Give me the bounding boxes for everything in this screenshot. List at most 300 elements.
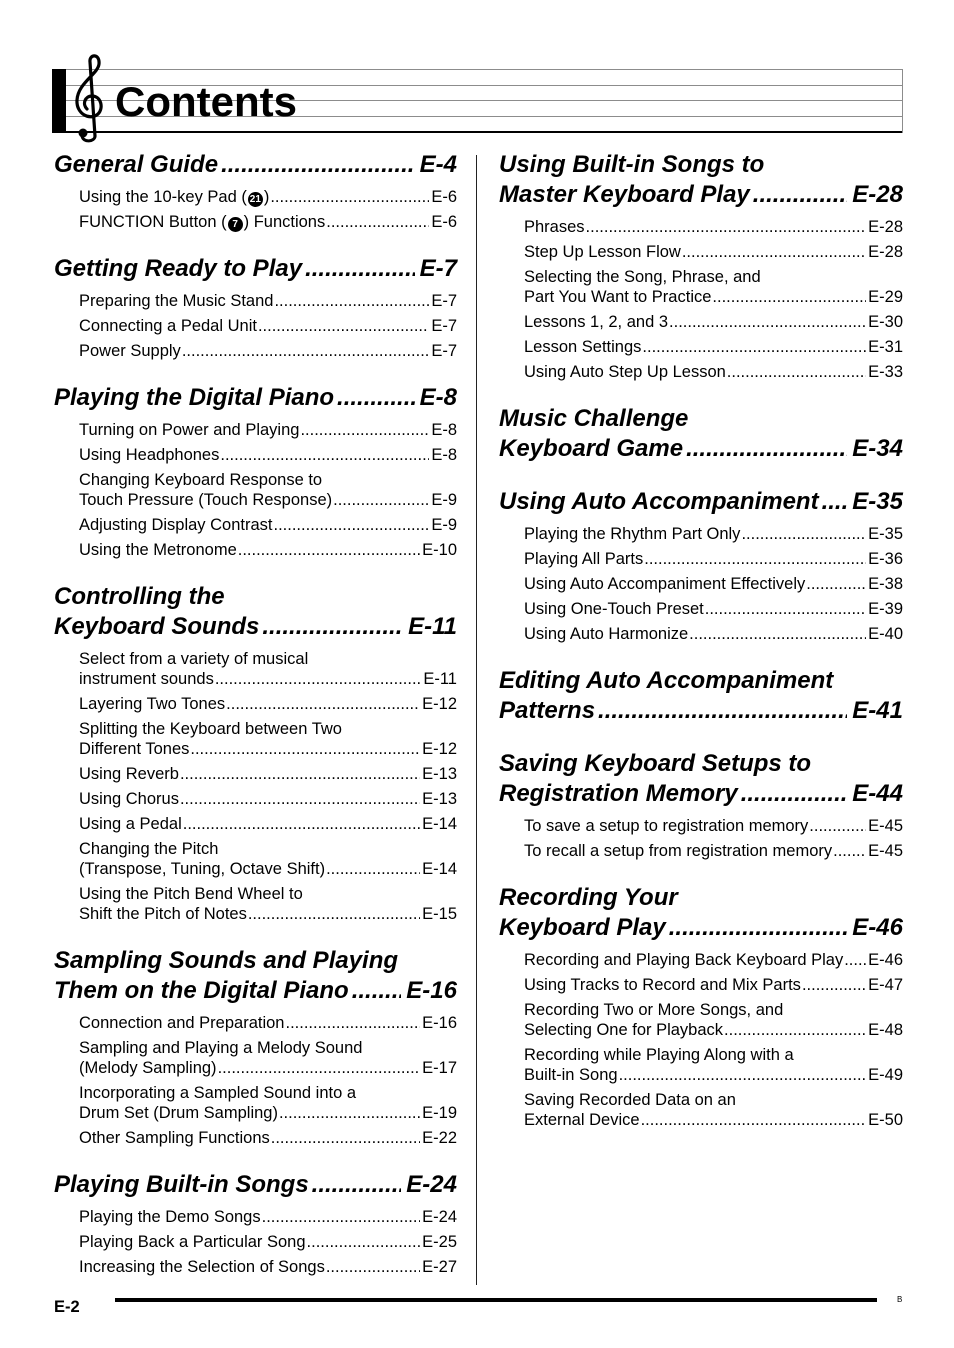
- dot-leader: [179, 789, 420, 809]
- heading-line: [499, 150, 903, 180]
- dot-leader: [801, 975, 866, 995]
- heading-line: [499, 749, 903, 779]
- dot-leader: [309, 1170, 402, 1200]
- toc-entry: [54, 1207, 457, 1227]
- entry-page-number: E-33: [868, 363, 903, 381]
- dot-leader: [349, 976, 402, 1006]
- button-number-badge: 7: [228, 217, 243, 232]
- entry-line: [79, 1013, 457, 1033]
- entry-text: Using the Pitch Bend Wheel to: [79, 885, 303, 903]
- entry-line: [79, 719, 457, 739]
- dot-leader: [181, 341, 430, 361]
- entry-page-number: E-12: [422, 695, 457, 713]
- entry-title: [524, 1090, 736, 1110]
- entry-page-number: E-29: [868, 288, 903, 306]
- dot-leader: [325, 1257, 420, 1277]
- entry-text: Recording Two or More Songs, and: [524, 1001, 784, 1019]
- toc-entry: [54, 1038, 457, 1078]
- heading-line: [54, 612, 457, 642]
- heading-page-number: E-7: [419, 255, 457, 282]
- entry-text: Select from a variety of musical: [79, 650, 309, 668]
- toc-section: [54, 383, 457, 565]
- entry-line: [79, 884, 457, 904]
- section-heading: [54, 254, 457, 284]
- entry-page-number: E-39: [868, 600, 903, 618]
- dot-leader: [325, 859, 420, 879]
- entry-page-number: E-11: [423, 670, 457, 688]
- entry-page-number: E-38: [868, 575, 903, 593]
- heading-line: [54, 582, 457, 612]
- toc-entry: [499, 624, 903, 644]
- entry-line: [79, 764, 457, 784]
- toc-section: [54, 1170, 457, 1282]
- section-heading: [54, 383, 457, 413]
- dot-leader: [247, 904, 420, 924]
- toc-entry: [54, 694, 457, 714]
- entry-line: [524, 524, 903, 544]
- entry-page-number: E-14: [422, 860, 457, 878]
- entry-page-number: E-8: [431, 446, 457, 464]
- toc-entry: [499, 599, 903, 619]
- entry-page-number: E-19: [422, 1104, 457, 1122]
- toc-entry: [54, 839, 457, 879]
- toc-entry: [54, 1083, 457, 1123]
- toc-entry: [54, 1013, 457, 1033]
- dot-leader: [306, 1232, 421, 1252]
- entry-title: [79, 764, 179, 784]
- entry-text: Using Auto Step Up Lesson: [524, 363, 726, 381]
- entry-text: To save a setup to registration memory: [524, 817, 809, 835]
- dot-leader: [278, 1103, 420, 1123]
- entry-text: Different Tones: [79, 740, 190, 758]
- entry-page-number: E-13: [422, 790, 457, 808]
- toc-entry: [499, 362, 903, 382]
- entry-title: [79, 291, 273, 311]
- toc-entry: [54, 540, 457, 560]
- toc-entry: [499, 975, 903, 995]
- heading-page-number: E-35: [852, 488, 903, 515]
- entry-line: [79, 839, 457, 859]
- entry-line: [79, 291, 457, 311]
- entry-title: [79, 1232, 306, 1252]
- section-heading: [54, 150, 457, 180]
- heading-page-number: E-16: [406, 977, 457, 1004]
- entry-text: Using the 10-key Pad (: [79, 188, 247, 206]
- dot-leader: [808, 816, 866, 836]
- entry-line: [79, 540, 457, 560]
- entry-text: Lesson Settings: [524, 338, 642, 356]
- dot-leader: [704, 599, 866, 619]
- entry-line: [524, 549, 903, 569]
- entry-title: [79, 212, 325, 232]
- toc-section: [499, 883, 903, 1135]
- entry-text: FUNCTION Button (: [79, 213, 227, 231]
- page-title: Contents: [115, 78, 297, 125]
- entry-line: [79, 859, 457, 879]
- dot-leader: [325, 212, 429, 232]
- dot-leader: [711, 287, 866, 307]
- entry-page-number: E-14: [422, 815, 457, 833]
- entry-text: Lessons 1, 2, and 3: [524, 313, 669, 331]
- entry-page-number: E-9: [431, 491, 457, 509]
- dot-leader: [179, 764, 420, 784]
- dot-leader: [273, 291, 429, 311]
- entry-text: Turning on Power and Playing: [79, 421, 300, 439]
- heading-page-number: E-24: [406, 1171, 457, 1198]
- entry-text: Playing the Rhythm Part Only: [524, 525, 741, 543]
- toc-section: [499, 404, 903, 470]
- entry-line: [79, 316, 457, 336]
- entry-page-number: E-6: [431, 213, 457, 231]
- entry-title: [524, 574, 805, 594]
- entry-title: [524, 217, 585, 237]
- entry-text-after: ) Functions: [243, 213, 326, 231]
- entry-page-number: E-46: [868, 951, 903, 969]
- entry-title: [524, 975, 801, 995]
- entry-text: Selecting One for Playback: [524, 1021, 724, 1039]
- heading-line: [54, 976, 457, 1006]
- toc-entry: [54, 212, 457, 232]
- entry-title: [79, 515, 273, 535]
- entry-text: Increasing the Selection of Songs: [79, 1258, 325, 1276]
- entry-text: Changing Keyboard Response to: [79, 471, 323, 489]
- entry-text: Saving Recorded Data on an: [524, 1091, 736, 1109]
- entry-title: [524, 1110, 640, 1130]
- dot-leader: [237, 540, 420, 560]
- entry-text: Part You Want to Practice: [524, 288, 712, 306]
- toc-section: [54, 582, 457, 929]
- section-heading: [499, 749, 903, 809]
- toc-entry: [499, 841, 903, 861]
- dot-leader: [219, 445, 429, 465]
- entry-page-number: E-17: [422, 1059, 457, 1077]
- entry-line: [79, 669, 457, 689]
- dot-leader: [332, 490, 429, 510]
- dot-leader: [740, 524, 866, 544]
- entry-title: [524, 337, 641, 357]
- heading-page-number: E-44: [852, 780, 903, 807]
- heading-page-number: E-28: [852, 181, 903, 208]
- entry-title: [79, 420, 299, 440]
- heading-line: [54, 254, 457, 284]
- entry-title: [524, 624, 688, 644]
- dot-leader: [750, 180, 848, 210]
- entry-page-number: E-9: [431, 516, 457, 534]
- toc-entry: [54, 316, 457, 336]
- entry-title: [524, 1065, 618, 1085]
- entry-line: [524, 312, 903, 332]
- heading-title: Registration Memory: [499, 780, 738, 807]
- entry-text: instrument sounds: [79, 670, 214, 688]
- entry-title: [79, 649, 308, 669]
- dot-leader: [302, 254, 415, 284]
- entry-line: [79, 1257, 457, 1277]
- entry-title: [79, 904, 247, 924]
- toc-entry: [54, 1128, 457, 1148]
- entry-title: [524, 841, 832, 861]
- dot-leader: [805, 574, 866, 594]
- entry-title: [79, 839, 218, 859]
- heading-title: Music Challenge: [499, 405, 689, 432]
- entry-page-number: E-28: [868, 218, 903, 236]
- toc-entry: [54, 884, 457, 924]
- entry-page-number: E-45: [868, 842, 903, 860]
- dot-leader: [668, 312, 866, 332]
- entry-title: [79, 470, 322, 490]
- entry-line: [524, 816, 903, 836]
- entry-page-number: E-45: [868, 817, 903, 835]
- toc-entry: [499, 1090, 903, 1130]
- heading-title: Getting Ready to Play: [54, 255, 303, 282]
- entry-text: Using Auto Harmonize: [524, 625, 689, 643]
- section-heading: [499, 150, 903, 210]
- staff-barline: [902, 69, 903, 133]
- entry-line: [79, 739, 457, 759]
- staff-line: [52, 131, 903, 133]
- entry-page-number: E-25: [422, 1233, 457, 1251]
- toc-entry: [54, 1257, 457, 1277]
- entry-line: [79, 1207, 457, 1227]
- entry-text: Power Supply: [79, 342, 181, 360]
- entry-text: Connecting a Pedal Unit: [79, 317, 257, 335]
- entry-line: [524, 975, 903, 995]
- entry-page-number: E-30: [868, 313, 903, 331]
- staff-line: [52, 69, 903, 70]
- heading-title: Playing the Digital Piano: [54, 384, 335, 411]
- entry-text: Drum Set (Drum Sampling): [79, 1104, 278, 1122]
- entry-text: Selecting the Song, Phrase, and: [524, 268, 761, 286]
- dot-leader: [683, 434, 847, 464]
- section-heading: [54, 582, 457, 642]
- entry-line: [79, 341, 457, 361]
- toc-column-left: [54, 150, 457, 1282]
- page-header: [52, 52, 903, 144]
- entry-line: [79, 470, 457, 490]
- entry-page-number: E-22: [422, 1129, 457, 1147]
- entry-line: [524, 287, 903, 307]
- entry-text: Playing All Parts: [524, 550, 644, 568]
- footer-rule: [115, 1298, 877, 1302]
- toc-entry: [499, 950, 903, 970]
- entry-title: [79, 1207, 261, 1227]
- dot-leader: [723, 1020, 866, 1040]
- dot-leader: [666, 913, 848, 943]
- header-bar: [52, 69, 66, 133]
- entry-text: Using the Metronome: [79, 541, 237, 559]
- entry-title: [79, 1058, 217, 1078]
- entry-text: (Transpose, Tuning, Octave Shift): [79, 860, 326, 878]
- dot-leader: [585, 217, 867, 237]
- entry-line: [524, 1045, 903, 1065]
- dot-leader: [214, 669, 422, 689]
- toc-entry: [54, 814, 457, 834]
- entry-line: [524, 1110, 903, 1130]
- toc-entry: [54, 187, 457, 207]
- entry-line: [524, 337, 903, 357]
- toc-section: [54, 946, 457, 1153]
- page-number: E-2: [54, 1298, 80, 1316]
- entry-page-number: E-8: [431, 421, 457, 439]
- entry-page-number: E-48: [868, 1021, 903, 1039]
- toc-entry: [499, 1045, 903, 1085]
- toc-entry: [499, 337, 903, 357]
- toc-section: [499, 666, 903, 732]
- entry-text: Splitting the Keyboard between Two: [79, 720, 342, 738]
- column-divider: [476, 155, 477, 1285]
- dot-leader: [259, 612, 403, 642]
- entry-line: [79, 694, 457, 714]
- treble-clef-icon: [70, 52, 110, 144]
- entry-line: [524, 599, 903, 619]
- toc-section: [499, 150, 903, 387]
- heading-line: [499, 666, 903, 696]
- heading-title: Keyboard Game: [499, 435, 684, 462]
- entry-text: External Device: [524, 1111, 640, 1129]
- entry-page-number: E-7: [431, 342, 457, 360]
- entry-line: [524, 1065, 903, 1085]
- entry-text: Phrases: [524, 218, 585, 236]
- entry-title: [79, 1083, 356, 1103]
- section-heading: [499, 487, 903, 517]
- toc-entry: [54, 445, 457, 465]
- entry-line: [524, 242, 903, 262]
- entry-title: [524, 362, 726, 382]
- heading-title: Them on the Digital Piano: [54, 977, 349, 1004]
- dot-leader: [832, 841, 866, 861]
- heading-line: [499, 434, 903, 464]
- entry-page-number: E-27: [422, 1258, 457, 1276]
- entry-text: Built-in Song: [524, 1066, 618, 1084]
- heading-title: Patterns: [499, 697, 596, 724]
- dot-leader: [269, 187, 429, 207]
- entry-title: [524, 549, 643, 569]
- dot-leader: [217, 1058, 421, 1078]
- dot-leader: [299, 420, 429, 440]
- entry-page-number: E-36: [868, 550, 903, 568]
- heading-title: Sampling Sounds and Playing: [54, 947, 399, 974]
- dot-leader: [688, 624, 866, 644]
- section-heading: [499, 883, 903, 943]
- entry-text: Recording and Playing Back Keyboard Play: [524, 951, 844, 969]
- entry-line: [79, 1083, 457, 1103]
- entry-page-number: E-47: [868, 976, 903, 994]
- entry-page-number: E-13: [422, 765, 457, 783]
- entry-text: Playing Back a Particular Song: [79, 1233, 306, 1251]
- entry-page-number: E-50: [868, 1111, 903, 1129]
- heading-line: [499, 487, 903, 517]
- entry-title: [524, 267, 761, 287]
- footer-mark: B: [897, 1295, 903, 1304]
- entry-text: Playing the Demo Songs: [79, 1208, 261, 1226]
- entry-page-number: E-6: [431, 188, 457, 206]
- dot-leader: [284, 1013, 420, 1033]
- heading-title: Using Auto Accompaniment: [499, 488, 819, 515]
- heading-line: [54, 383, 457, 413]
- entry-text: Layering Two Tones: [79, 695, 226, 713]
- dot-leader: [218, 150, 415, 180]
- heading-title: Playing Built-in Songs: [54, 1171, 309, 1198]
- entry-title: [79, 789, 179, 809]
- entry-title: [524, 950, 843, 970]
- heading-title: Controlling the: [54, 583, 225, 610]
- entry-text: Incorporating a Sampled Sound into a: [79, 1084, 357, 1102]
- entry-text: (Melody Sampling): [79, 1059, 217, 1077]
- dot-leader: [681, 242, 866, 262]
- toc-entry: [499, 574, 903, 594]
- entry-title: [524, 599, 704, 619]
- section-heading: [499, 404, 903, 464]
- entry-title: [524, 1020, 723, 1040]
- dot-leader: [261, 1207, 421, 1227]
- entry-line: [524, 841, 903, 861]
- heading-title: Keyboard Play: [499, 914, 666, 941]
- entry-line: [79, 515, 457, 535]
- toc-entry: [54, 1232, 457, 1252]
- entry-line: [524, 574, 903, 594]
- heading-line: [499, 404, 903, 434]
- heading-line: [54, 1170, 457, 1200]
- entry-text: Using Headphones: [79, 446, 220, 464]
- entry-text: Step Up Lesson Flow: [524, 243, 681, 261]
- toc-entry: [499, 524, 903, 544]
- heading-line: [499, 180, 903, 210]
- entry-page-number: E-49: [868, 1066, 903, 1084]
- entry-title: [79, 341, 181, 361]
- entry-title: [524, 1000, 783, 1020]
- entry-line: [79, 789, 457, 809]
- heading-page-number: E-11: [408, 613, 457, 640]
- button-number-badge: 21: [249, 194, 261, 205]
- dot-leader: [643, 549, 866, 569]
- section-heading: [499, 666, 903, 726]
- toc-entry: [54, 515, 457, 535]
- entry-line: [79, 1038, 457, 1058]
- entry-title: [79, 719, 342, 739]
- heading-title: Editing Auto Accompaniment: [499, 667, 834, 694]
- toc-entry: [499, 217, 903, 237]
- toc-entry: [54, 291, 457, 311]
- entry-line: [79, 187, 457, 207]
- entry-title: [524, 312, 668, 332]
- entry-page-number: E-7: [431, 292, 457, 310]
- entry-text: Using Tracks to Record and Mix Parts: [524, 976, 801, 994]
- toc-section: [54, 150, 457, 237]
- entry-page-number: E-10: [422, 541, 457, 559]
- dot-leader: [595, 696, 847, 726]
- dot-leader: [182, 814, 420, 834]
- heading-page-number: E-4: [419, 151, 457, 178]
- entry-text: Recording while Playing Along with a: [524, 1046, 794, 1064]
- toc-section: [499, 487, 903, 649]
- entry-text: To recall a setup from registration memory: [524, 842, 833, 860]
- entry-title: [79, 859, 325, 879]
- entry-line: [524, 1090, 903, 1110]
- entry-page-number: E-24: [422, 1208, 457, 1226]
- entry-line: [524, 950, 903, 970]
- heading-line: [499, 696, 903, 726]
- heading-page-number: E-34: [852, 435, 903, 462]
- entry-text: Using Reverb: [79, 765, 179, 783]
- heading-title: Keyboard Sounds: [54, 613, 260, 640]
- entry-text: Using One-Touch Preset: [524, 600, 704, 618]
- heading-title: Using Built-in Songs to: [499, 151, 765, 178]
- entry-line: [79, 904, 457, 924]
- entry-title: [524, 1045, 794, 1065]
- entry-page-number: E-7: [431, 317, 457, 335]
- entry-text: Using Chorus: [79, 790, 179, 808]
- entry-page-number: E-31: [868, 338, 903, 356]
- entry-line: [524, 1020, 903, 1040]
